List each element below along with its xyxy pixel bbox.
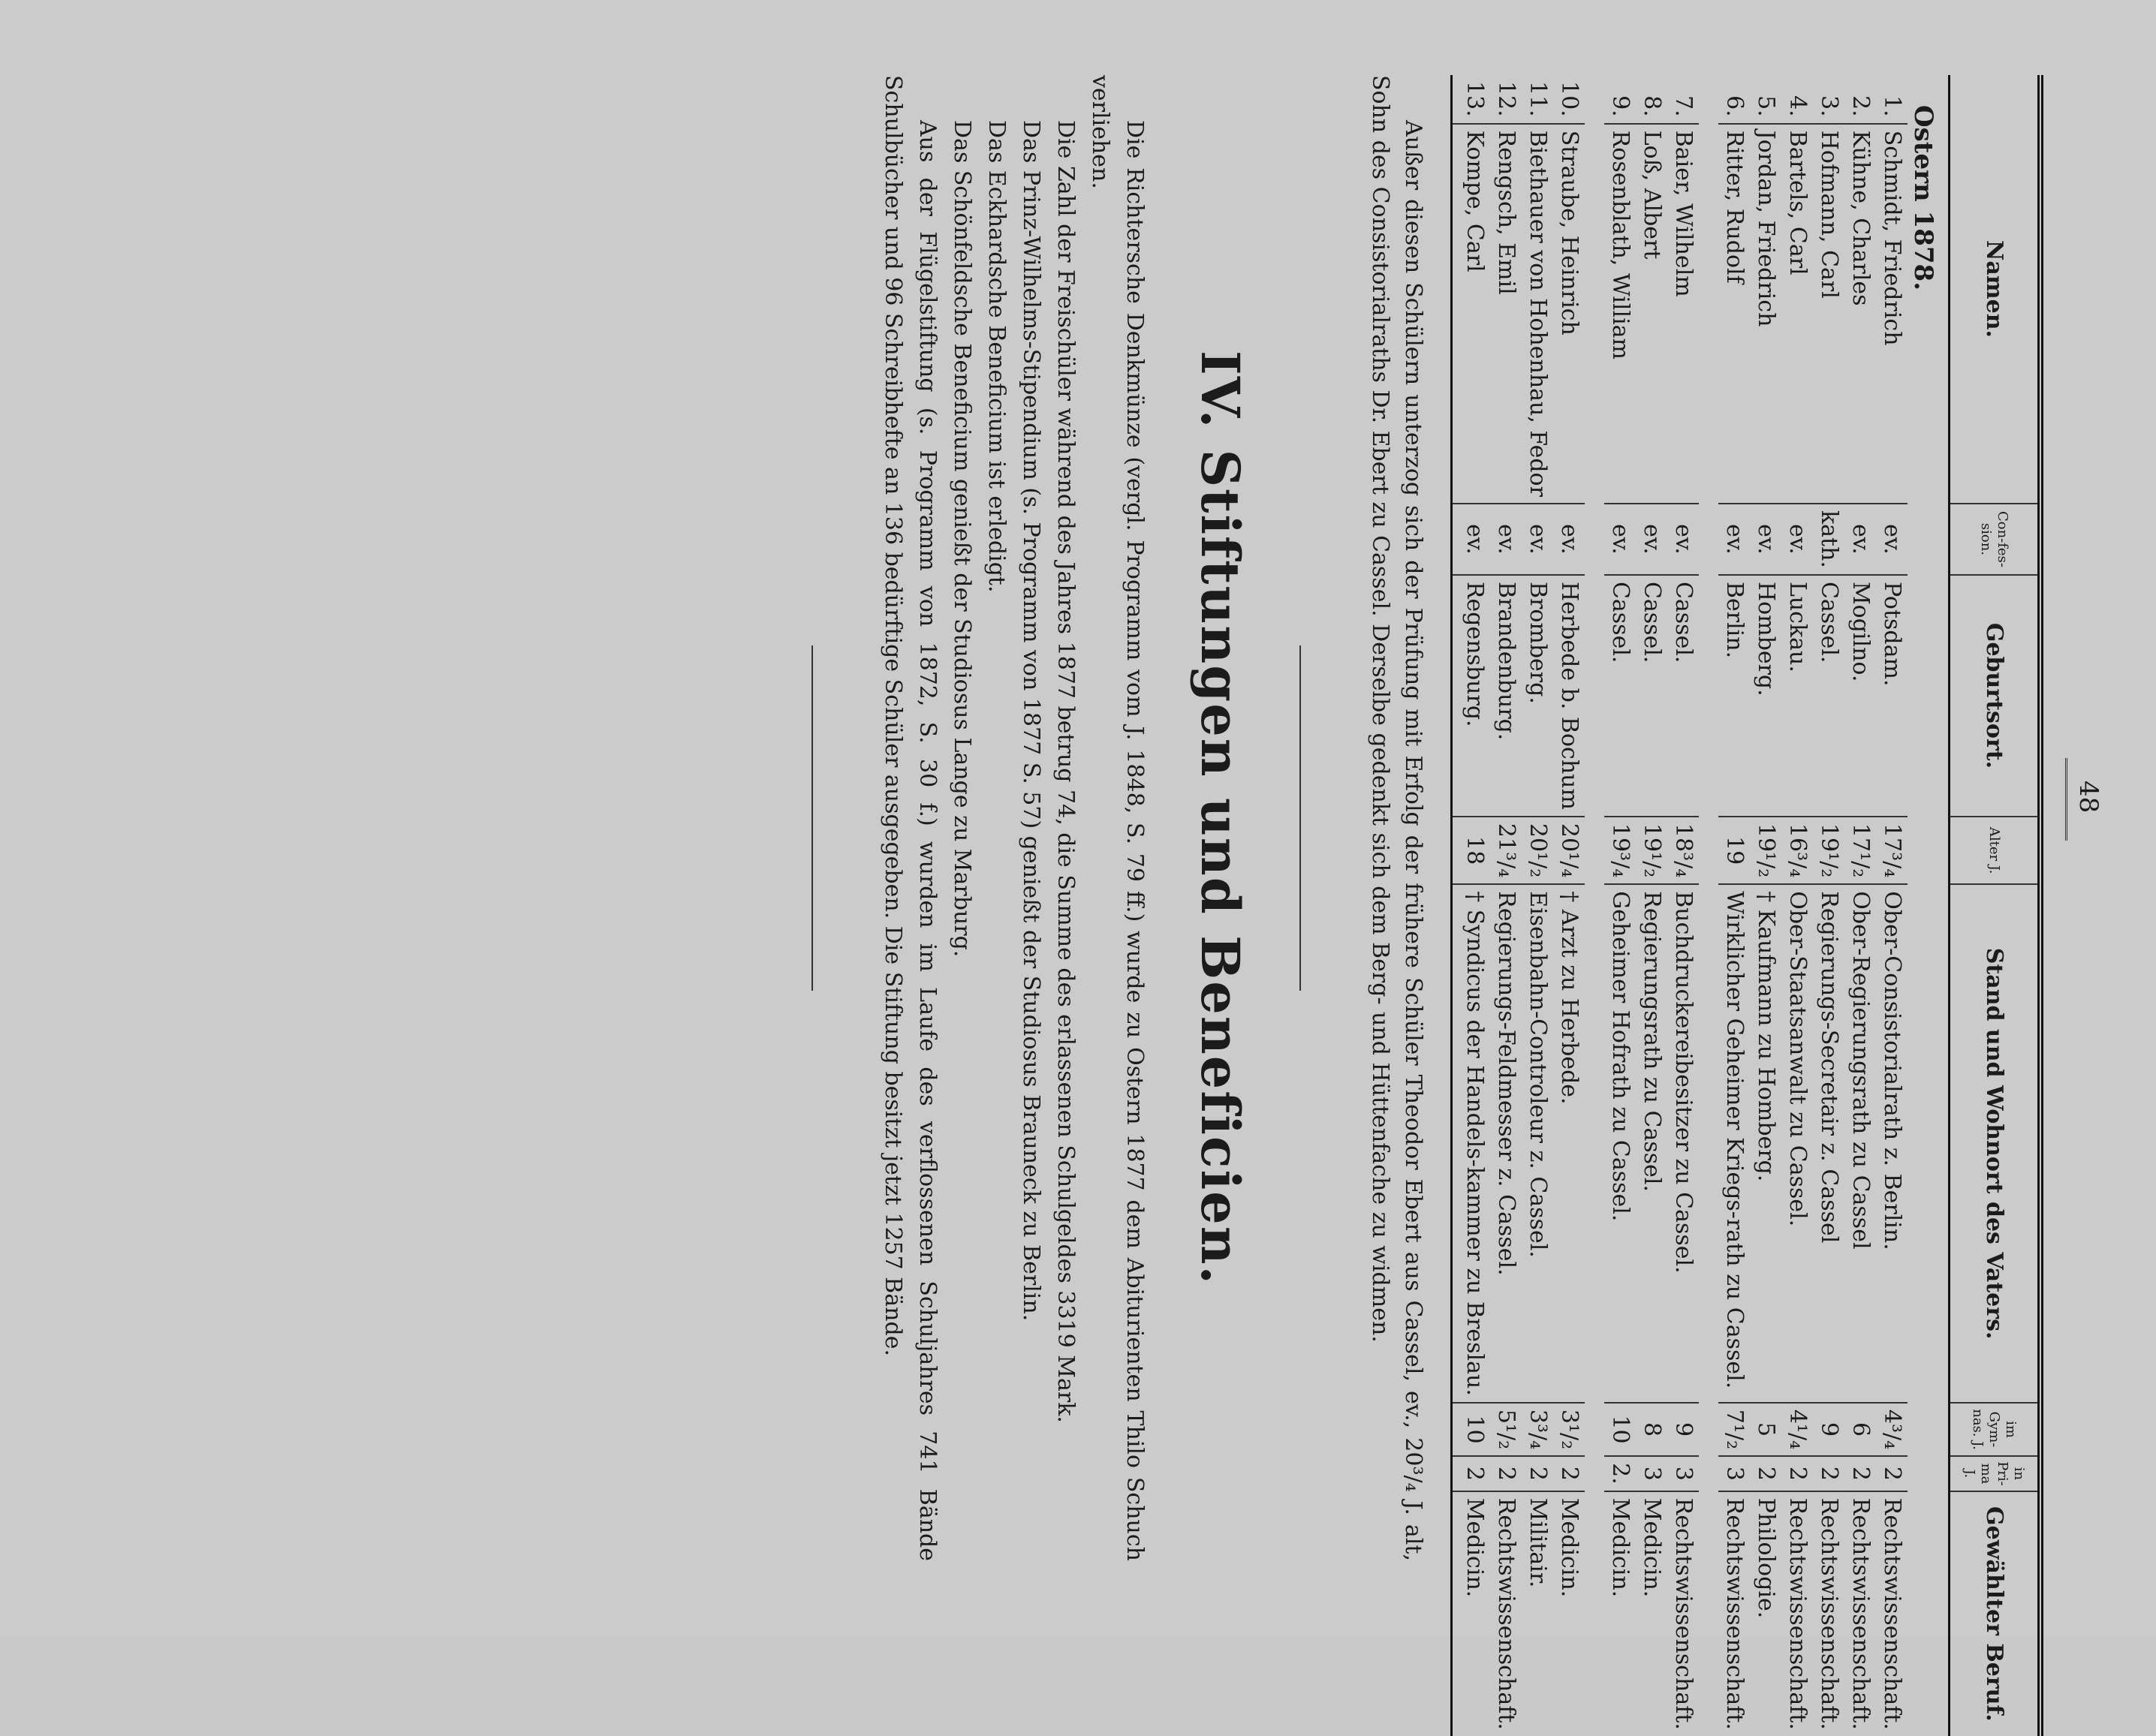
row-prima-years: 3: [1636, 1456, 1667, 1491]
row-number: 3.: [1816, 95, 1842, 117]
row-beruf: Medicin.: [1636, 1491, 1667, 1736]
group-spacer: [1585, 75, 1604, 1736]
row-confession: ev.: [1490, 504, 1522, 575]
row-birthplace: Regensburg.: [1452, 575, 1491, 817]
row-father: † Arzt zu Herbede.: [1553, 884, 1585, 1403]
row-age: 19¹/₂: [1636, 817, 1667, 884]
row-father: Wirklicher Geheimer Kriegs-rath zu Cassel.: [1718, 884, 1750, 1403]
row-name: Ritter, Rudolf: [1718, 124, 1750, 504]
header-father: Stand und Wohnort des Vaters.: [1950, 884, 2041, 1403]
header-gym: im Gym-nas. J.: [1950, 1403, 2041, 1456]
section-paragraph: Das Prinz-Wilhelms-Stipendium (s. Programm von 1877 S. 57) genießt der Studiosus Brauneck zu Berlin.: [1018, 120, 1044, 1322]
row-number: 1.: [1879, 95, 1905, 117]
page-body: [808, 75, 2043, 1730]
row-beruf: Medicin.: [1452, 1491, 1491, 1736]
table-row: [1667, 75, 1699, 1736]
row-prima-years: 2: [1452, 1456, 1491, 1491]
row-age: 17¹/₂: [1844, 817, 1876, 884]
row-prima-years: 2: [1522, 1456, 1553, 1491]
row-confession: ev.: [1452, 504, 1491, 575]
table-row: [1750, 75, 1781, 1736]
row-beruf: Rechtswissenschaft.: [1844, 1491, 1876, 1736]
row-number: 6.: [1721, 95, 1748, 117]
row-beruf: Rechtswissenschaft.: [1667, 1491, 1699, 1736]
row-father: Buchdruckereibesitzer zu Cassel.: [1667, 884, 1699, 1403]
row-age: 20¹/₄: [1553, 817, 1585, 884]
row-age: 19¹/₂: [1813, 817, 1844, 884]
row-name: Rosenblath, William: [1604, 124, 1636, 504]
row-birthplace: Luckau.: [1781, 575, 1813, 817]
row-beruf: Rechtswissenschaft.: [1876, 1491, 1908, 1736]
row-gym-years: 9: [1813, 1403, 1844, 1456]
row-name: Biethauer von Hohenhau, Fedor: [1522, 124, 1553, 504]
row-father: Regierungs-Feldmesser z. Cassel.: [1490, 884, 1522, 1403]
header-birthplace: Geburtsort.: [1950, 575, 2041, 817]
section-title: IV. Stiftungen und Beneficien.: [1189, 351, 1251, 1286]
row-birthplace: Bromberg.: [1522, 575, 1553, 817]
row-gym-years: 7¹/₂: [1718, 1403, 1750, 1456]
row-confession: ev.: [1604, 504, 1636, 575]
section-paragraph: Das Eckhardsche Beneficium ist erledigt.: [983, 120, 1010, 593]
row-confession: ev.: [1636, 504, 1667, 575]
row-father: Eisenbahn-Controleur z. Cassel.: [1522, 884, 1553, 1403]
row-gym-years: 5¹/₂: [1490, 1403, 1522, 1456]
row-confession: ev.: [1522, 504, 1553, 575]
row-name: Loß, Albert: [1636, 124, 1667, 504]
row-confession: ev.: [1718, 504, 1750, 575]
section-paragraph: Die Richtersche Denkmünze (vergl. Programm vom J. 1848, S. 79 ff.) wurde zu Ostern 1877 dem Abiturienten Thilo Schuch verliehen.: [1087, 75, 1148, 1561]
row-gym-years: 10: [1452, 1403, 1491, 1456]
section-paragraph: Die Zahl der Freischüler während des Jahres 1877 betrug 74, die Summe des erlassenen Schulgeldes 3319 Mark.: [1052, 120, 1079, 1423]
row-age: 18: [1452, 817, 1491, 884]
row-prima-years: 2: [1813, 1456, 1844, 1491]
row-confession: ev.: [1781, 504, 1813, 575]
table-group-heading: [1908, 75, 1950, 1736]
row-confession: ev.: [1750, 504, 1781, 575]
row-birthplace: Homberg.: [1750, 575, 1781, 817]
page-number-rule: [2065, 758, 2067, 841]
section-body: [875, 75, 1152, 1561]
row-age: 20¹/₂: [1522, 817, 1553, 884]
row-number: 12.: [1493, 81, 1519, 117]
row-father: † Kaufmann zu Homberg.: [1750, 884, 1781, 1403]
row-prima-years: 3: [1667, 1456, 1699, 1491]
table-row: [1553, 75, 1585, 1736]
row-birthplace: Cassel.: [1604, 575, 1636, 817]
table-row: [1876, 75, 1908, 1736]
table-row: [1813, 75, 1844, 1736]
row-gym-years: 9: [1667, 1403, 1699, 1456]
row-birthplace: Cassel.: [1813, 575, 1844, 817]
row-age: 19: [1718, 817, 1750, 884]
table-row: [1781, 75, 1813, 1736]
row-confession: ev.: [1553, 504, 1585, 575]
note-paragraph: Außer diesen Schülern unterzog sich der Prüfung mit Erfolg der frühere Schüler Theodor Ebert aus Cassel, ev., 20³/₄ J. alt, Sohn des Consistorialraths Dr. Ebert zu Cassel. Derselbe gedenkt sich dem Berg- und Hüttenfache zu widmen.: [1367, 75, 1426, 1561]
row-prima-years: 2.: [1604, 1456, 1636, 1491]
row-prima-years: 2: [1876, 1456, 1908, 1491]
table-row: [1522, 75, 1553, 1736]
row-beruf: Rechtswissenschaft.: [1781, 1491, 1813, 1736]
row-gym-years: 3³/₄: [1522, 1403, 1553, 1456]
row-name: Kühne, Charles: [1844, 124, 1876, 504]
table-row: [1718, 75, 1750, 1736]
row-name: Kompe, Carl: [1452, 124, 1491, 504]
group-title: Ostern 1878.: [1908, 105, 1938, 291]
row-confession: kath.: [1813, 504, 1844, 575]
row-birthplace: Cassel.: [1667, 575, 1699, 817]
row-name: Straube, Heinrich: [1553, 124, 1585, 504]
table-row: [1490, 75, 1522, 1736]
row-prima-years: 3: [1718, 1456, 1750, 1491]
row-name: Schmidt, Friedrich: [1876, 124, 1908, 504]
row-gym-years: 4¹/₄: [1781, 1403, 1813, 1456]
row-prima-years: 2: [1844, 1456, 1876, 1491]
row-number: 13.: [1452, 75, 1491, 124]
section-paragraph: Aus der Flügelstiftung (s. Programm von 1872, S. 30 f.) wurden im Laufe des verflossenen Schuljahres 741 Bände Schulbücher und 96 Schreibhefte an 136 bedürftige Schüler ausgegeben. Die Stiftung besitzt jetzt 1257 Bände.: [880, 75, 941, 1561]
row-confession: ev.: [1844, 504, 1876, 575]
row-father: Regierungs-Secretair z. Cassel: [1813, 884, 1844, 1403]
row-prima-years: 2: [1750, 1456, 1781, 1491]
row-beruf: Rechtswissenschaft.: [1813, 1491, 1844, 1736]
row-gym-years: 4³/₄: [1876, 1403, 1908, 1456]
row-number: 2.: [1847, 95, 1874, 117]
section-stiftungen: [1189, 75, 1311, 1561]
row-father: Ober-Regierungsrath zu Cassel: [1844, 884, 1876, 1403]
row-prima-years: 2: [1553, 1456, 1585, 1491]
row-age: 19³/₄: [1604, 817, 1636, 884]
row-gym-years: 3¹/₂: [1553, 1403, 1585, 1456]
table-header-row: [1950, 75, 2041, 1736]
row-confession: ev.: [1876, 504, 1908, 575]
page-number: 48: [2073, 781, 2103, 814]
row-number: 8.: [1639, 95, 1665, 117]
row-prima-years: 2: [1490, 1456, 1522, 1491]
header-age: Alter J.: [1950, 817, 2041, 884]
row-gym-years: 10: [1604, 1403, 1636, 1456]
table-row: [1452, 75, 1491, 1736]
row-name: Bartels, Carl: [1781, 124, 1813, 504]
table-row: [1636, 75, 1667, 1736]
row-beruf: Rechtswissenschaft.: [1490, 1491, 1522, 1736]
row-number: 10.: [1556, 81, 1582, 117]
end-divider: [808, 75, 823, 1561]
row-gym-years: 8: [1636, 1403, 1667, 1456]
row-confession: ev.: [1667, 504, 1699, 575]
row-number: 4.: [1784, 95, 1811, 117]
row-beruf: Militair.: [1522, 1491, 1553, 1736]
row-name: Jordan, Friedrich: [1750, 124, 1781, 504]
row-beruf: Medicin.: [1604, 1491, 1636, 1736]
row-father: † Syndicus der Handels-kammer zu Breslau.: [1452, 884, 1491, 1403]
table-body: [1452, 75, 1950, 1736]
table-row: [1844, 75, 1876, 1736]
section-paragraph: Das Schönfeldsche Beneficium genießt der Studiosus Lange zu Marburg.: [949, 120, 975, 958]
header-confession: Con-fes-sion.: [1950, 504, 2041, 575]
row-gym-years: 5: [1750, 1403, 1781, 1456]
header-beruf: Gewählter Beruf.: [1950, 1491, 2041, 1736]
row-number: 11.: [1525, 81, 1551, 117]
row-age: 18³/₄: [1667, 817, 1699, 884]
abiturienten-table: [1450, 75, 2043, 1736]
row-father: Geheimer Hofrath zu Cassel.: [1604, 884, 1636, 1403]
header-name: Namen.: [1950, 75, 2041, 504]
section-divider: [1299, 645, 1301, 991]
group-spacer: [1699, 75, 1718, 1736]
row-age: 17³/₄: [1876, 817, 1908, 884]
row-beruf: Rechtswissenschaft.: [1718, 1491, 1750, 1736]
row-number: 7.: [1670, 95, 1697, 117]
row-gym-years: 6: [1844, 1403, 1876, 1456]
table-row: [1604, 75, 1636, 1736]
row-father: Ober-Staatsanwalt zu Cassel.: [1781, 884, 1813, 1403]
row-birthplace: Herbede b. Bochum: [1553, 575, 1585, 817]
row-birthplace: Berlin.: [1718, 575, 1750, 817]
row-birthplace: Mogilno.: [1844, 575, 1876, 817]
row-name: Rengsch, Emil: [1490, 124, 1522, 504]
row-age: 19¹/₂: [1750, 817, 1781, 884]
row-age: 21³/₄: [1490, 817, 1522, 884]
row-birthplace: Potsdam.: [1876, 575, 1908, 817]
row-name: Baier, Wilhelm: [1667, 124, 1699, 504]
row-birthplace: Cassel.: [1636, 575, 1667, 817]
row-birthplace: Brandenburg.: [1490, 575, 1522, 817]
row-prima-years: 2: [1781, 1456, 1813, 1491]
row-beruf: Philologie.: [1750, 1491, 1781, 1736]
row-number: 9.: [1607, 95, 1634, 117]
row-beruf: Medicin.: [1553, 1491, 1585, 1736]
row-number: 5.: [1753, 95, 1779, 117]
row-name: Hofmann, Carl: [1813, 124, 1844, 504]
row-age: 16³/₄: [1781, 817, 1813, 884]
header-prima: in Pri-ma J.: [1950, 1456, 2041, 1491]
row-father: Regierungsrath zu Cassel.: [1636, 884, 1667, 1403]
row-father: Ober-Consistorialrath z. Berlin.: [1876, 884, 1908, 1403]
